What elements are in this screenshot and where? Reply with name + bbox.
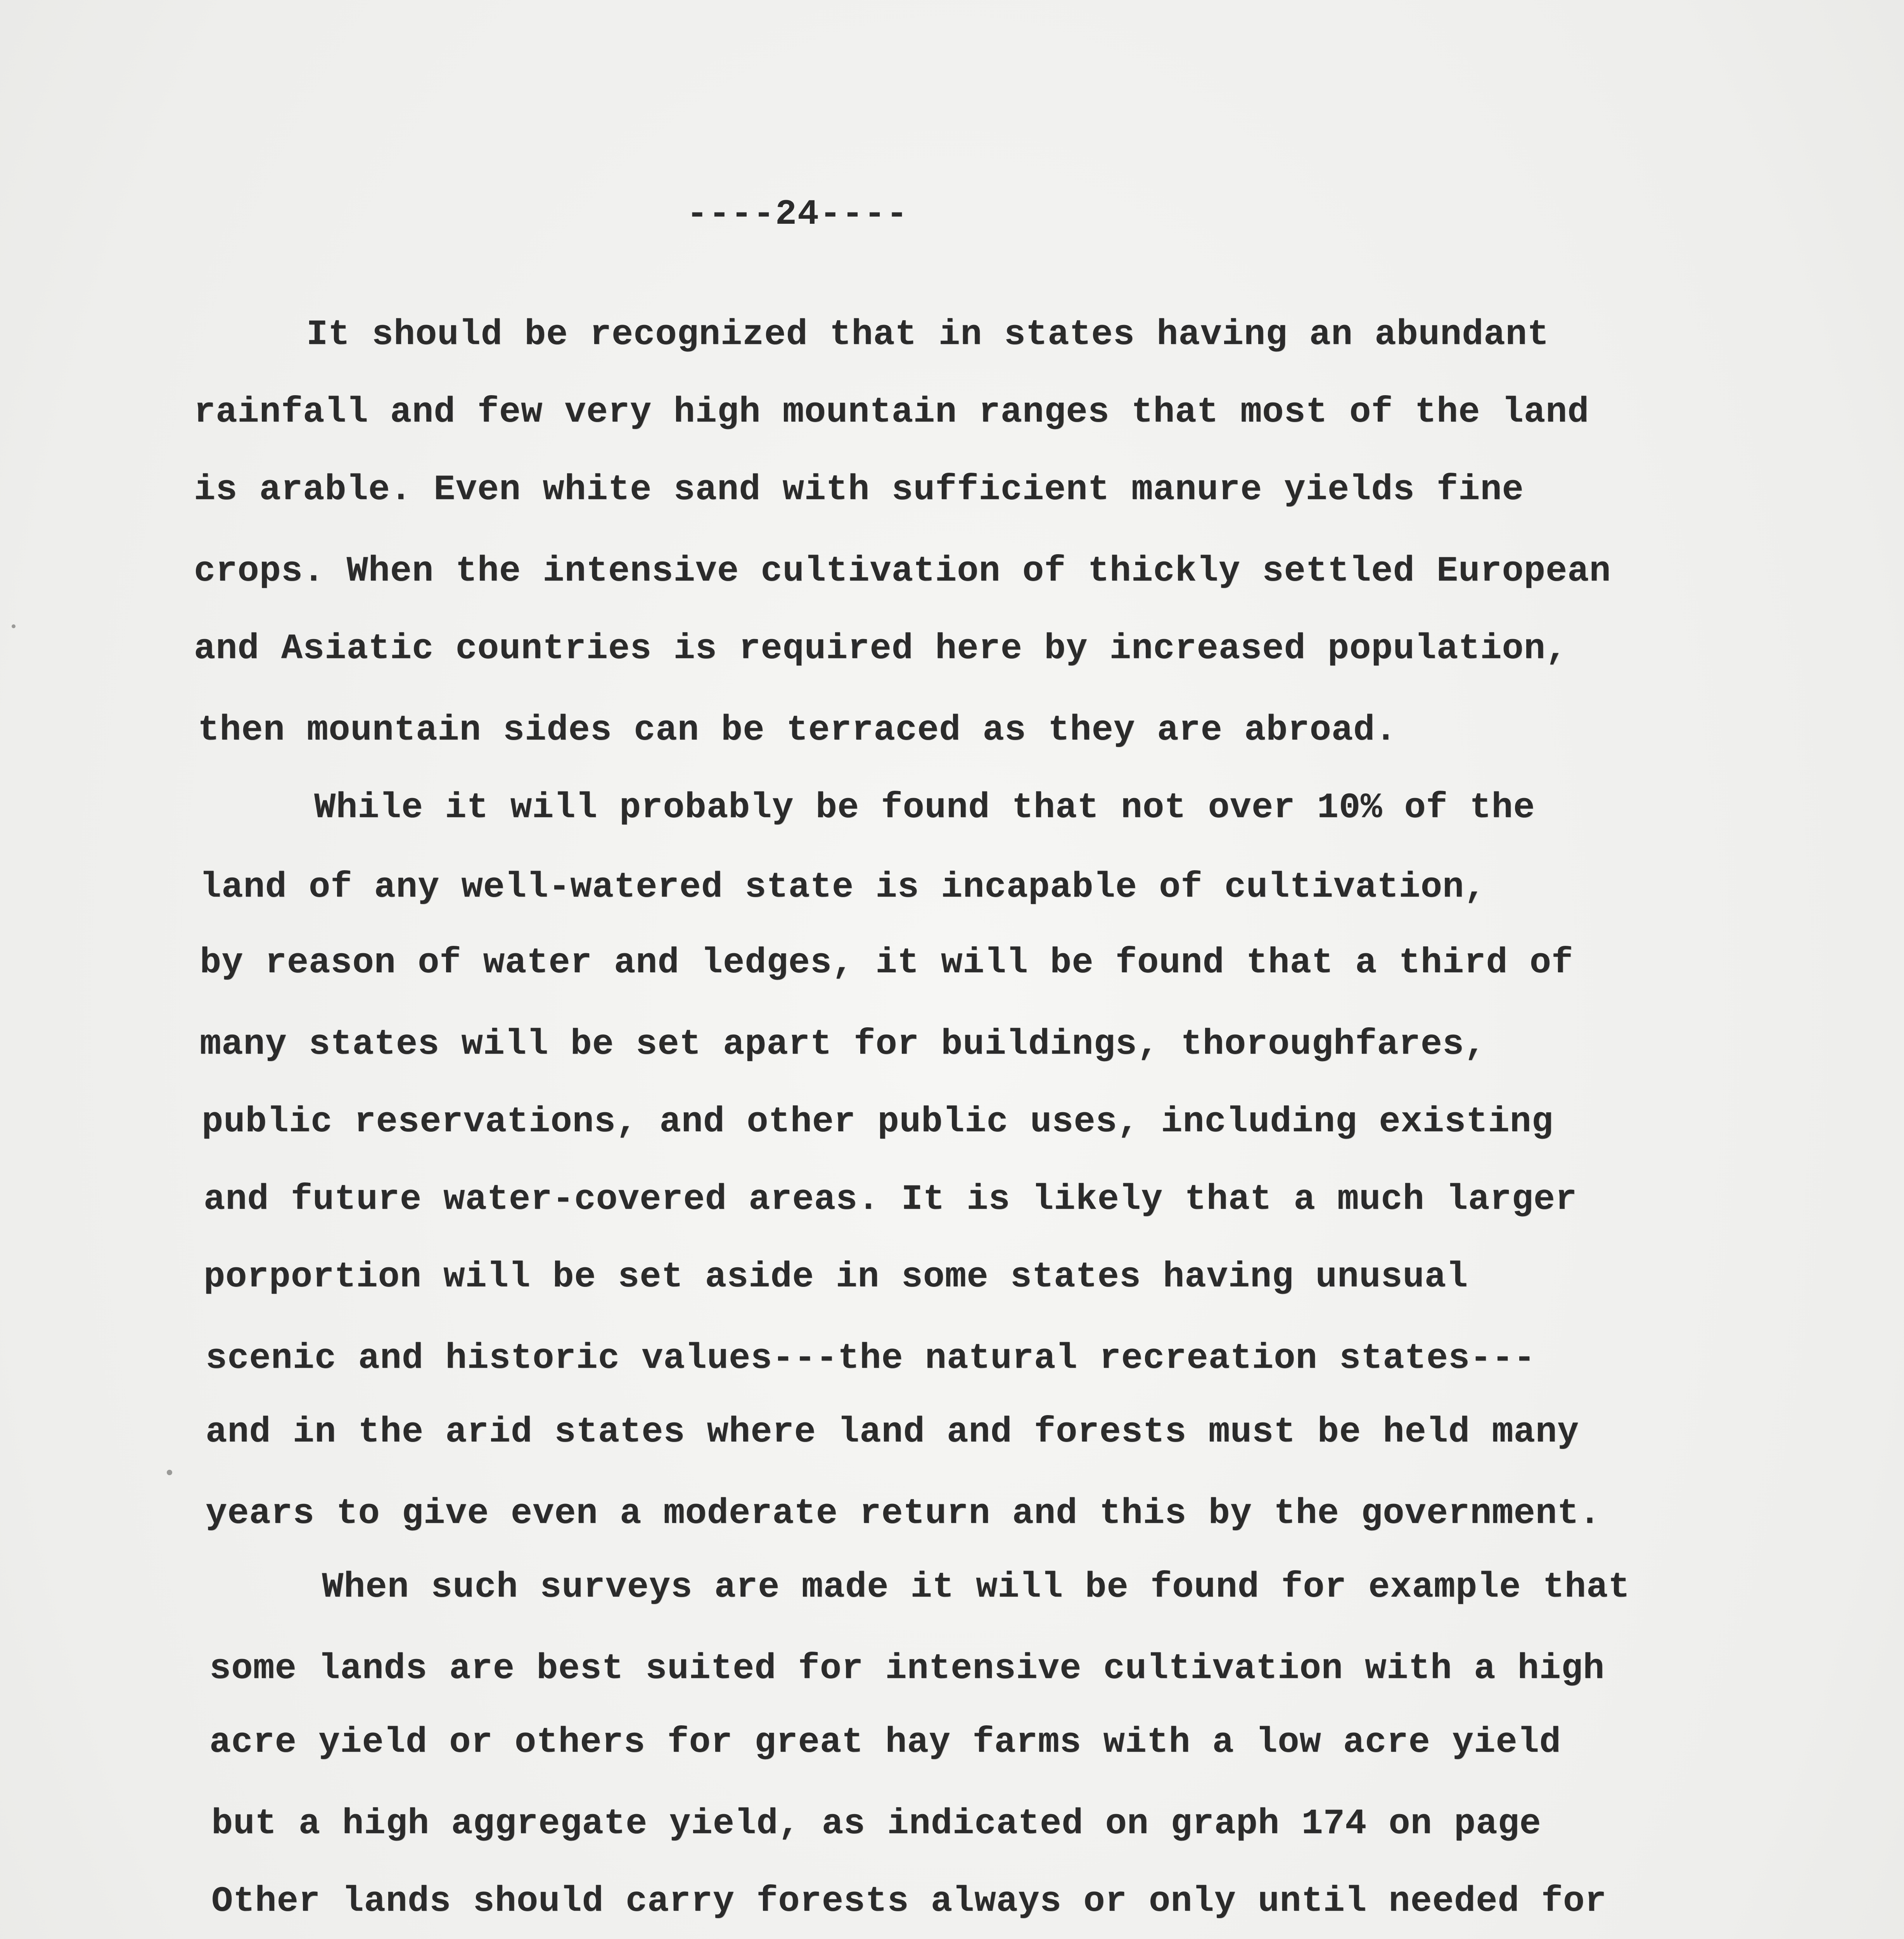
text-line: crops. When the intensive cultivation of thickly settled European [194,551,1611,591]
text-line: is arable. Even white sand with sufficient manure yields fine [194,469,1524,510]
text-line: but a high aggregate yield, as indicated on graph 174 on page [211,1803,1541,1844]
text-line: land of any well-watered state is incapable of cultivation, [200,867,1486,907]
text-line: then mountain sides can be terraced as they are abroad. [198,710,1397,750]
text-line: scenic and historic values---the natural recreation states--- [206,1338,1536,1379]
text-line: and in the arid states where land and forests must be held many [206,1412,1579,1452]
text-line: While it will probably be found that not over 10% of the [314,787,1535,828]
text-line: and Asiatic countries is required here by increased population, [194,628,1568,669]
paper-speck [167,1470,172,1475]
text-line: When such surveys are made it will be found for example that [322,1567,1630,1607]
page-number: ----24---- [687,194,909,235]
text-line: years to give even a moderate return and this by the government. [206,1493,1601,1534]
text-line: Other lands should carry forests always or only until needed for [211,1881,1607,1922]
text-line: by reason of water and ledges, it will be found that a third of [200,942,1574,983]
paper-speck [12,624,16,628]
text-line: many states will be set apart for buildings, thoroughfares, [200,1024,1486,1065]
text-line: public reservations, and other public uses, including existing [202,1101,1553,1142]
text-line: and future water-covered areas. It is likely that a much larger [204,1179,1577,1220]
text-line: rainfall and few very high mountain ranges that most of the land [194,392,1589,432]
text-line: some lands are best suited for intensive cultivation with a high [209,1648,1605,1689]
text-line: It should be recognized that in states having an abundant [306,314,1549,355]
text-line: acre yield or others for great hay farms with a low acre yield [209,1722,1561,1763]
text-line: porportion will be set aside in some states having unusual [204,1256,1468,1297]
